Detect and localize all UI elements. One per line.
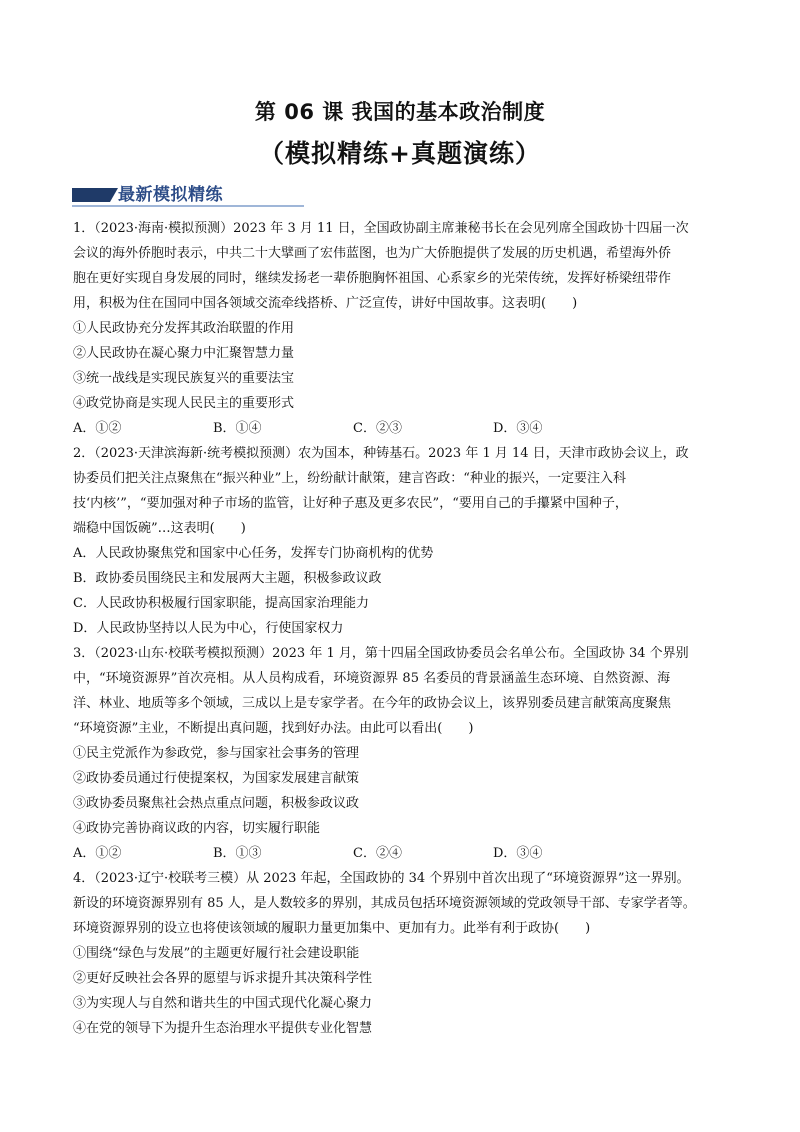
answer-options (73, 841, 733, 866)
statement: ④政协完善协商议政的内容，切实履行职能 (73, 821, 321, 836)
question-4 (73, 866, 733, 1041)
statement: ③为实现人与自然和谐共生的中国式现代化凝心聚力 (73, 996, 373, 1011)
question-stem-line: 洋、林业、地质等多个领域，三成以上是专家学者。在今年的政协会议上，该界别委员建言献策高度聚焦 (73, 696, 672, 711)
question-stem-line: 4．（2023·辽宁·校联考三模）从 2023 年起，全国政协的 34 个界别中首次出现了“环境资源界”这一界别。 (73, 871, 690, 886)
statement: ③政协委员聚焦社会热点重点问题，积极参政议政 (73, 796, 360, 811)
option-c: C．人民政协积极履行国家职能，提高国家治理能力 (73, 596, 369, 611)
question-stem-line: 协委员们把关注点聚焦在“振兴种业”上，纷纷献计献策，建言咨政：“种业的振兴，一定要注入科 (73, 471, 626, 486)
question-stem-line: 新设的环境资源界别有 85 人，是人数较多的界别，其成员包括环境资源领域的党政领导干部、专家学者等。 (73, 896, 696, 911)
question-stem-line: 胞在更好实现自身发展的同时，继续发扬老一辈侨胞胸怀祖国、心系家乡的光荣传统，发挥好桥梁纽带作 (73, 271, 672, 286)
question-stem-line: 端稳中国饭碗”…这表明( ) (73, 521, 246, 536)
section-header (72, 183, 304, 207)
option-b: B．①③ (213, 846, 262, 861)
question-stem-line: 环境资源界别的设立也将使该领域的履职力量更加集中、更加有力。此举有利于政协( ) (73, 921, 591, 936)
lesson-title: 第 06 课 我国的基本政治制度 (254, 100, 546, 124)
lesson-subtitle: （模拟精练+真题演练） (259, 139, 541, 168)
question-stem-line: 技‘内核’”，“要加强对种子市场的监管，让好种子惠及更多农民”，“要用自己的手攥紧中国种子， (73, 496, 628, 511)
option-a: A．①② (73, 421, 122, 436)
option-a: A．①② (73, 846, 122, 861)
statement: ①人民政协充分发挥其政治联盟的作用 (73, 321, 295, 336)
statement: ④在党的领导下为提升生态治理水平提供专业化智慧 (73, 1021, 373, 1036)
statement: ③统一战线是实现民族复兴的重要法宝 (73, 371, 295, 386)
question-3 (73, 641, 733, 866)
section-underline (72, 205, 304, 207)
option-d: D．③④ (493, 846, 543, 861)
statement: ④政党协商是实现人民民主的重要形式 (73, 396, 295, 411)
answer-options (73, 416, 733, 441)
option-c: C．②④ (353, 846, 402, 861)
option-b: B．①④ (213, 421, 262, 436)
question-stem-line: 会议的海外侨胞时表示，中共二十大擘画了宏伟蓝图，也为广大侨胞提供了发展的历史机遇，希望海外侨 (73, 246, 672, 261)
section-arrow-icon (110, 188, 118, 202)
question-stem-line: 2．（2023·天津滨海新·统考模拟预测）农为国本，种铸基石。2023 年 1 月 14 日，天津市政协会议上，政 (73, 446, 689, 461)
question-stem-line: 1．（2023·海南·模拟预测）2023 年 3 月 11 日，全国政协副主席兼秘书长在会见列席全国政协十四届一次 (73, 221, 689, 236)
option-d: D．人民政协坚持以人民为中心，行使国家权力 (73, 621, 344, 636)
section-title: 最新模拟精练 (118, 185, 223, 205)
statement: ②政协委员通过行使提案权，为国家发展建言献策 (73, 771, 360, 786)
statement: ①民主党派作为参政党，参与国家社会事务的管理 (73, 746, 360, 761)
question-list (73, 216, 733, 1041)
statement: ②更好反映社会各界的愿望与诉求提升其决策科学性 (73, 971, 373, 986)
option-c: C．②③ (353, 421, 402, 436)
question-1 (73, 216, 733, 441)
question-stem-line: “环境资源”主业，不断提出真问题，找到好办法。由此可以看出( ) (73, 721, 474, 736)
option-a: A．人民政协聚焦党和国家中心任务，发挥专门协商机构的优势 (73, 546, 434, 561)
question-stem-line: 中，“环境资源界”首次亮相。从人员构成看，环境资源界 85 名委员的背景涵盖生态环境、自然资源、海 (73, 671, 671, 686)
question-2 (73, 441, 733, 641)
option-d: D．③④ (493, 421, 543, 436)
option-b: B．政协委员围绕民主和发展两大主题，积极参政议政 (73, 571, 382, 586)
question-stem-line: 用，积极为住在国同中国各领域交流牵线搭桥、广泛宣传，讲好中国故事。这表明( ) (73, 296, 578, 311)
statement: ①围绕“绿色与发展”的主题更好履行社会建设职能 (73, 946, 360, 961)
statement: ②人民政协在凝心聚力中汇聚智慧力量 (73, 346, 295, 361)
section-bar-icon (72, 188, 110, 202)
question-stem-line: 3．（2023·山东·校联考模拟预测）2023 年 1 月，第十四届全国政协委员会名单公布。全国政协 34 个界别 (73, 646, 689, 661)
